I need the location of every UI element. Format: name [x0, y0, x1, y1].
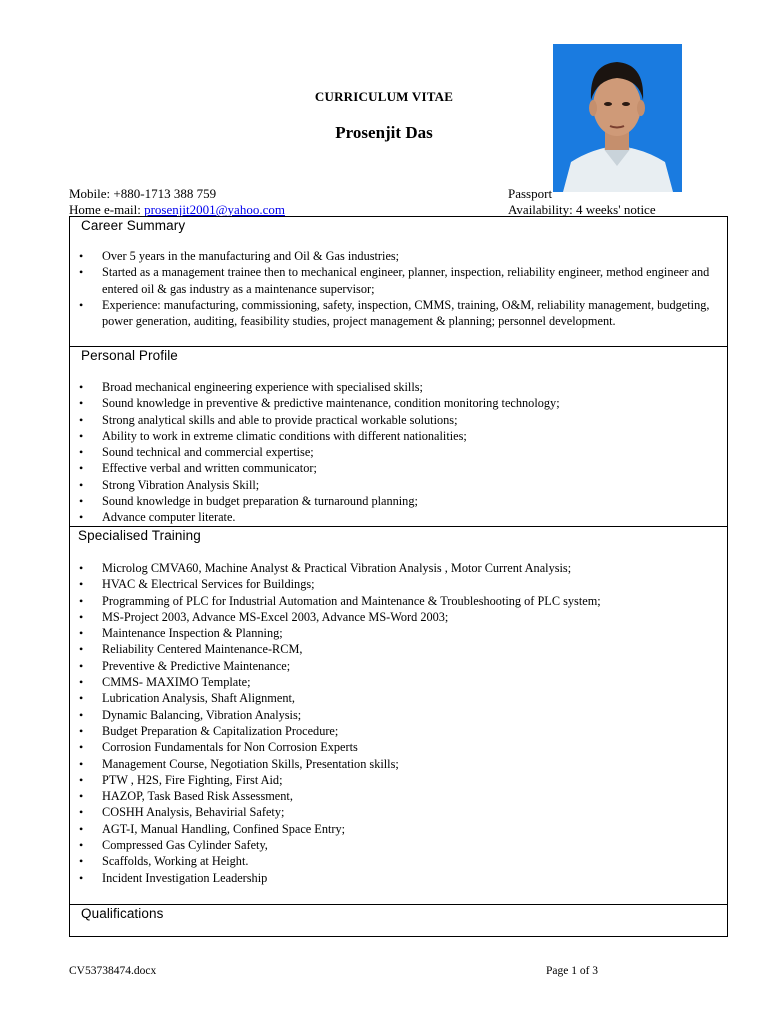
document-title: CURRICULUM VITAE [314, 89, 454, 104]
list-item: • Lubrication Analysis, Shaft Alignment, [70, 690, 727, 706]
list-item: • Sound knowledge in budget preparation & turnaround planning; [70, 493, 727, 509]
career-summary-section [69, 216, 728, 347]
section-heading: Specialised Training [78, 528, 201, 543]
footer-filename: CV53738474.docx [69, 965, 157, 977]
list-item: • Microlog CMVA60, Machine Analyst & Practical Vibration Analysis , Motor Current Analysis; [70, 560, 727, 576]
email-label: Home e-mail: [69, 202, 145, 217]
personal-profile-section [69, 346, 728, 527]
email-line [69, 202, 285, 217]
section-heading: Qualifications [81, 906, 164, 921]
mobile-number: +880-1713 388 759 [113, 186, 217, 201]
list-item: • Incident Investigation Leadership [70, 870, 727, 886]
list-item: • CMMS- MAXIMO Template; [70, 674, 727, 690]
list-item: • Compressed Gas Cylinder Safety, [70, 837, 727, 853]
career-summary-list [70, 248, 727, 329]
list-item: • Effective verbal and written communicator; [70, 460, 727, 476]
list-item: • MS-Project 2003, Advance MS-Excel 2003, Advance MS-Word 2003; [70, 609, 727, 625]
qualifications-section [69, 904, 728, 937]
list-item: • Management Course, Negotiation Skills, Presentation skills; [70, 756, 727, 772]
mobile-label: Mobile: [69, 186, 114, 201]
list-item: • Broad mechanical engineering experience with specialised skills; [70, 379, 727, 395]
email-link[interactable]: prosenjit2001@yahoo.com [144, 202, 285, 217]
list-item: • HVAC & Electrical Services for Buildings; [70, 576, 727, 592]
list-item: • Budget Preparation & Capitalization Procedure; [70, 723, 727, 739]
list-item: • Maintenance Inspection & Planning; [70, 625, 727, 641]
section-heading: Personal Profile [81, 348, 178, 363]
list-item: • AGT-I, Manual Handling, Confined Space Entry; [70, 821, 727, 837]
availability-line: Availability: 4 weeks' notice [508, 202, 656, 217]
footer-page-number: Page 1 of 3 [546, 965, 599, 977]
list-item: • Corrosion Fundamentals for Non Corrosion Experts [70, 739, 727, 755]
candidate-name: Prosenjit Das [335, 123, 433, 142]
list-item: • Reliability Centered Maintenance-RCM, [70, 641, 727, 657]
list-item: • Experience: manufacturing, commissioning, safety, inspection, CMMS, training, O&M, reliability management, budgeting, power generation, auditing, feasibility studies, project management & planning; personnel development. [70, 297, 727, 330]
list-item: • Strong Vibration Analysis Skill; [70, 477, 727, 493]
list-item: • PTW , H2S, Fire Fighting, First Aid; [70, 772, 727, 788]
specialised-training-section [69, 526, 728, 905]
profile-photo [553, 44, 682, 192]
portrait-image [553, 44, 682, 192]
list-item: • Sound technical and commercial expertise; [70, 444, 727, 460]
passport-line: Passport [508, 186, 553, 201]
list-item: • Over 5 years in the manufacturing and Oil & Gas industries; [70, 248, 727, 264]
list-item: • Scaffolds, Working at Height. [70, 853, 727, 869]
mobile-line [69, 186, 216, 201]
list-item: • Started as a management trainee then to mechanical engineer, planner, inspection, reliability engineer, method engineer and entered oil & gas industry as a maintenance supervisor; [70, 264, 727, 297]
specialised-training-list [70, 560, 727, 886]
list-item: • Dynamic Balancing, Vibration Analysis; [70, 707, 727, 723]
list-item: • Strong analytical skills and able to provide practical workable solutions; [70, 412, 727, 428]
list-item: • Advance computer literate. [70, 509, 727, 525]
section-heading: Career Summary [81, 218, 186, 233]
list-item: • Programming of PLC for Industrial Automation and Maintenance & Troubleshooting of PLC system; [70, 593, 727, 609]
personal-profile-list [70, 379, 727, 526]
list-item: • Ability to work in extreme climatic conditions with different nationalities; [70, 428, 727, 444]
list-item: • Preventive & Predictive Maintenance; [70, 658, 727, 674]
list-item: • COSHH Analysis, Behavirial Safety; [70, 804, 727, 820]
list-item: • Sound knowledge in preventive & predictive maintenance, condition monitoring technology; [70, 395, 727, 411]
list-item: • HAZOP, Task Based Risk Assessment, [70, 788, 727, 804]
